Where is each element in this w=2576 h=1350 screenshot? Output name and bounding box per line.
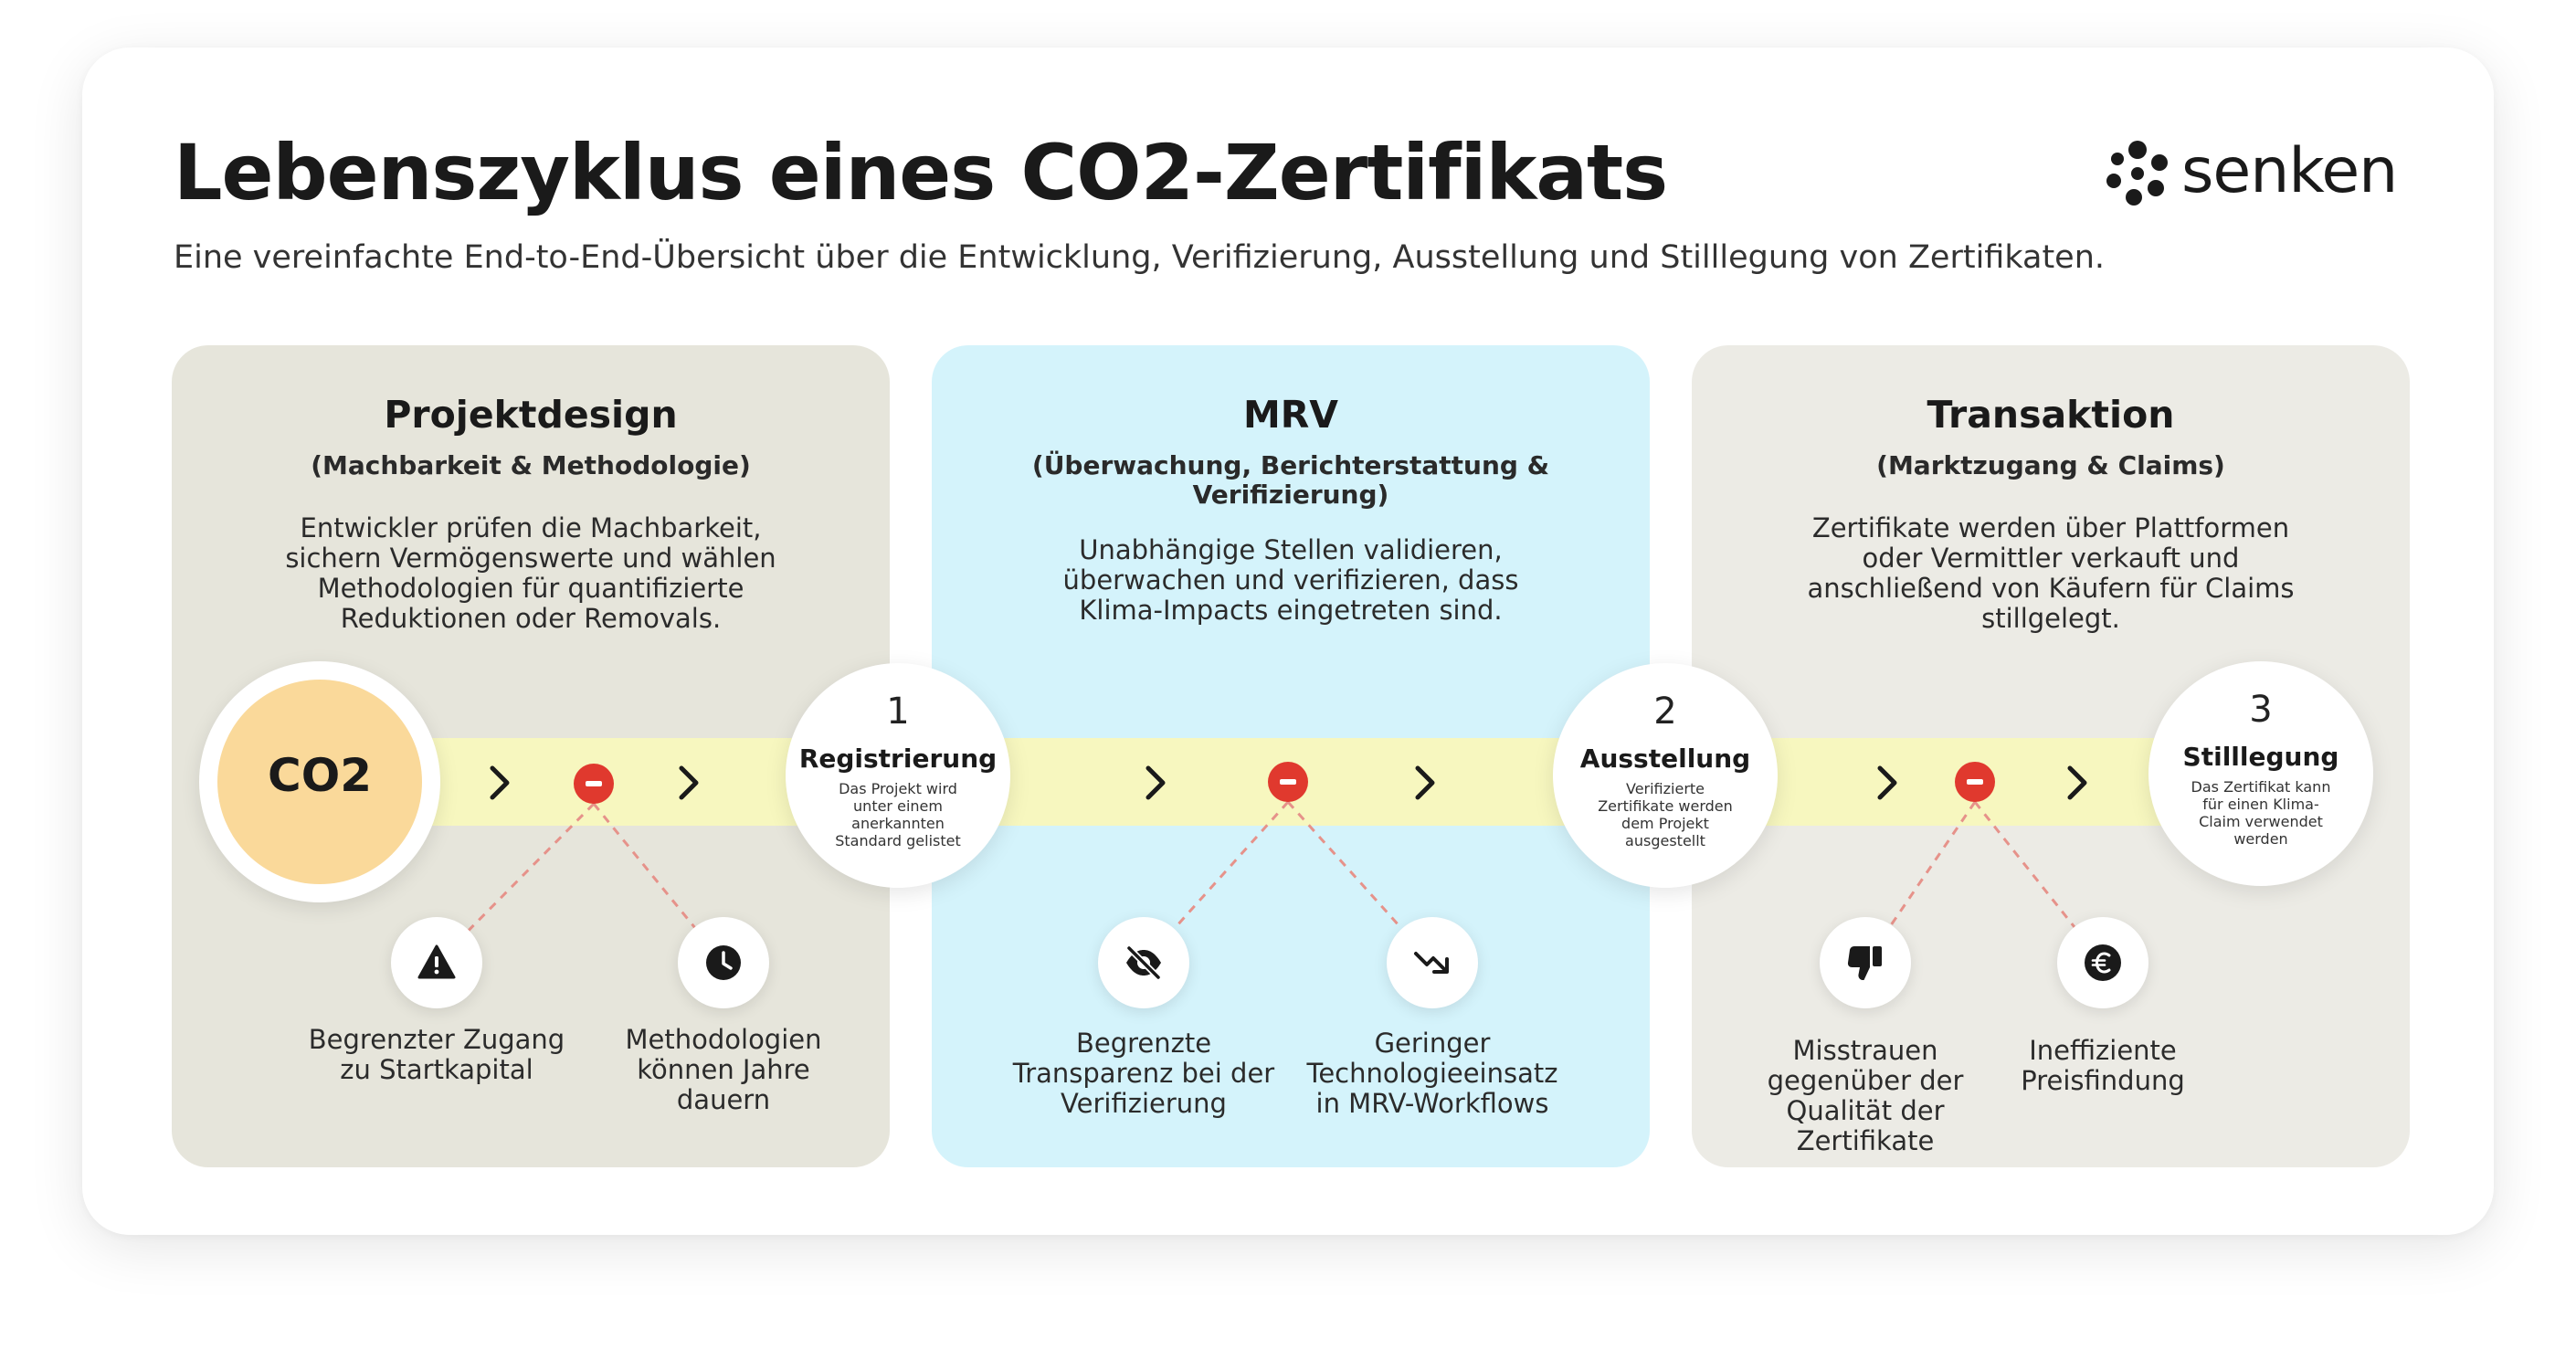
challenge-label: Ineffiziente Preisfindung — [2021, 1035, 2185, 1096]
challenge-eye-off — [1098, 917, 1189, 1008]
challenge-trend-down — [1387, 917, 1478, 1008]
trend-down-icon — [1412, 943, 1452, 983]
step-title: Registrierung — [798, 744, 998, 774]
panel-description: Zertifikate werden über Plattformen oder Vermittler verkauft und anschließend von Käufern für Claims stillgelegt. — [1807, 512, 2295, 634]
step-number: 1 — [886, 691, 910, 733]
challenge-label: Begrenzter Zugang zu Startkapital — [308, 1024, 565, 1085]
challenge-euro — [2057, 917, 2148, 1008]
co2-label: CO2 — [268, 749, 372, 802]
clock-icon — [703, 943, 744, 983]
chevron-right-icon — [1137, 763, 1174, 803]
blocker-icon — [1268, 762, 1308, 802]
step-number: 3 — [2249, 689, 2273, 731]
chevron-right-icon — [481, 763, 518, 803]
thumbs-down-icon — [1845, 943, 1885, 983]
eye-off-icon — [1124, 943, 1164, 983]
step-registrierung — [786, 663, 1010, 888]
panel-description: Entwickler prüfen die Machbarkeit, sichern Vermögenswerte und wählen Methodologien für quantifizierte Reduktionen oder Removals. — [285, 512, 776, 634]
page-title: Lebenszyklus eines CO2-Zertifikats — [174, 128, 1668, 217]
step-number: 2 — [1653, 691, 1677, 733]
blocker-icon — [1955, 762, 1995, 802]
step-description: Das Zertifikat kann für einen Klima-Claim verwendet werden — [2191, 778, 2331, 848]
challenge-label: Begrenzte Transparenz bei der Verifizierung — [1012, 1028, 1275, 1119]
challenge-label: Misstrauen gegenüber der Qualität der Zertifikate — [1767, 1035, 1964, 1156]
step-ausstellung — [1553, 663, 1778, 888]
panel-description: Unabhängige Stellen validieren, überwachen und verifizieren, dass Klima-Impacts eingetreten sind. — [1062, 534, 1519, 626]
step-description: Das Projekt wird unter einem anerkannten Standard gelistet — [835, 780, 961, 849]
step-description: Verifizierte Zertifikate werden dem Projekt ausgestellt — [1598, 780, 1733, 849]
blocker-icon — [574, 764, 614, 804]
chevron-right-icon — [2059, 763, 2096, 803]
challenge-thumbs-down — [1820, 917, 1911, 1008]
panel-subtitle: (Machbarkeit & Methodologie) — [311, 450, 751, 480]
panel-subtitle: (Überwachung, Berichterstattung & Verifizierung) — [1031, 450, 1550, 510]
challenge-warning — [391, 917, 482, 1008]
chevron-right-icon — [1407, 763, 1443, 803]
step-title: Stilllegung — [2182, 742, 2339, 772]
panel-subtitle: (Marktzugang & Claims) — [1876, 450, 2225, 480]
challenge-label: Methodologien können Jahre dauern — [625, 1024, 822, 1115]
logo-wordmark: senken — [2181, 135, 2398, 207]
panel-title: Transaktion — [1927, 393, 2175, 437]
step-title: Ausstellung — [1579, 744, 1751, 774]
page-subtitle: Eine vereinfachte End-to-End-Übersicht über die Entwicklung, Verifizierung, Ausstellung und Stilllegung von Zertifikaten. — [174, 239, 2106, 276]
challenge-clock — [678, 917, 769, 1008]
panel-title: MRV — [1242, 393, 1339, 437]
euro-icon — [2083, 943, 2123, 983]
chevron-right-icon — [670, 763, 707, 803]
chevron-right-icon — [1869, 763, 1906, 803]
panel-title: Projektdesign — [384, 393, 678, 437]
warning-icon — [417, 943, 457, 983]
challenge-label: Geringer Technologieeinsatz in MRV-Workflows — [1306, 1028, 1558, 1119]
step-stilllegung — [2148, 661, 2373, 886]
